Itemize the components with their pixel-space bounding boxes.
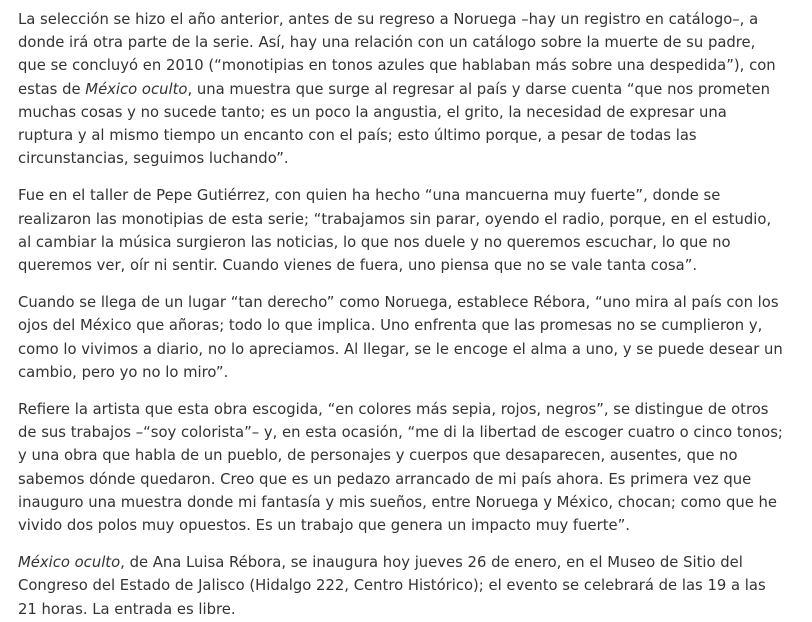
article-paragraph	[18, 551, 784, 621]
work-title: México oculto	[18, 554, 121, 572]
paragraph-text: La selección se hizo el año anterior, antes de su regreso a Noruega –hay un registro en catálogo–, a donde irá otra parte de la serie. Así, hay una relación con un catálogo sobre la muerte de su padre, que se concluyó en 2010 (“monotipias en tonos azules que hablaban más sobre una despedida”), con estas de	[18, 11, 776, 98]
article-paragraph	[18, 291, 784, 384]
article-paragraph	[18, 398, 784, 537]
work-title: México oculto	[85, 80, 188, 98]
paragraph-text: , de Ana Luisa Rébora, se inaugura hoy jueves 26 de enero, en el Museo de Sitio del Congreso del Estado de Jalisco (Hidalgo 222, Centro Histórico); el evento se celebrará de las 19 a las 21 horas. La entrada es libre.	[18, 554, 766, 618]
article-paragraph	[18, 8, 784, 170]
paragraph-text: Refiere la artista que esta obra escogida, “en colores más sepia, rojos, negros”, se distingue de otros de sus trabajos –“soy colorista”– y, en esta ocasión, “me di la libertad de escoger cuatro o cinco tonos; y una obra que habla de un pueblo, de personajes y cuerpos que desaparecen, ausentes, que no sabemos dónde quedaron. Creo que es un pedazo arrancado de mi país ahora. Es primera vez que inauguro una muestra donde mi fantasía y mis sueños, entre Noruega y México, chocan; como que he vivido dos polos muy opuestos. Es un trabajo que genera un impacto muy fuerte”.	[18, 401, 783, 535]
paragraph-text: , una muestra que surge al regresar al país y darse cuenta “que nos prometen muchas cosas y no sucede tanto; es un poco la angustia, el grito, la necesidad de expresar una ruptura y al mismo tiempo un encanto con el país; esto último porque, a pesar de todas las circunstancias, seguimos luchando”.	[18, 80, 770, 168]
article-paragraph	[18, 184, 784, 277]
paragraph-text: Cuando se llega de un lugar “tan derecho” como Noruega, establece Rébora, “uno mira al país con los ojos del México que añoras; todo lo que implica. Uno enfrenta que las promesas no se cumplieron y, como lo vivimos a diario, no lo apreciamos. Al llegar, se le encoge el alma a uno, y se puede desear un cambio, pero yo no lo miro”.	[18, 294, 783, 381]
paragraph-text: Fue en el taller de Pepe Gutiérrez, con quien ha hecho “una mancuerna muy fuerte”, donde se realizaron las monotipias de esta serie; “trabajamos sin parar, oyendo el radio, porque, en el estudio, al cambiar la música surgieron las noticias, lo que nos duele y no queremos escuchar, lo que no queremos ver, oír ni sentir. Cuando vienes de fuera, uno piensa que no se vale tanta cosa”.	[18, 187, 772, 275]
